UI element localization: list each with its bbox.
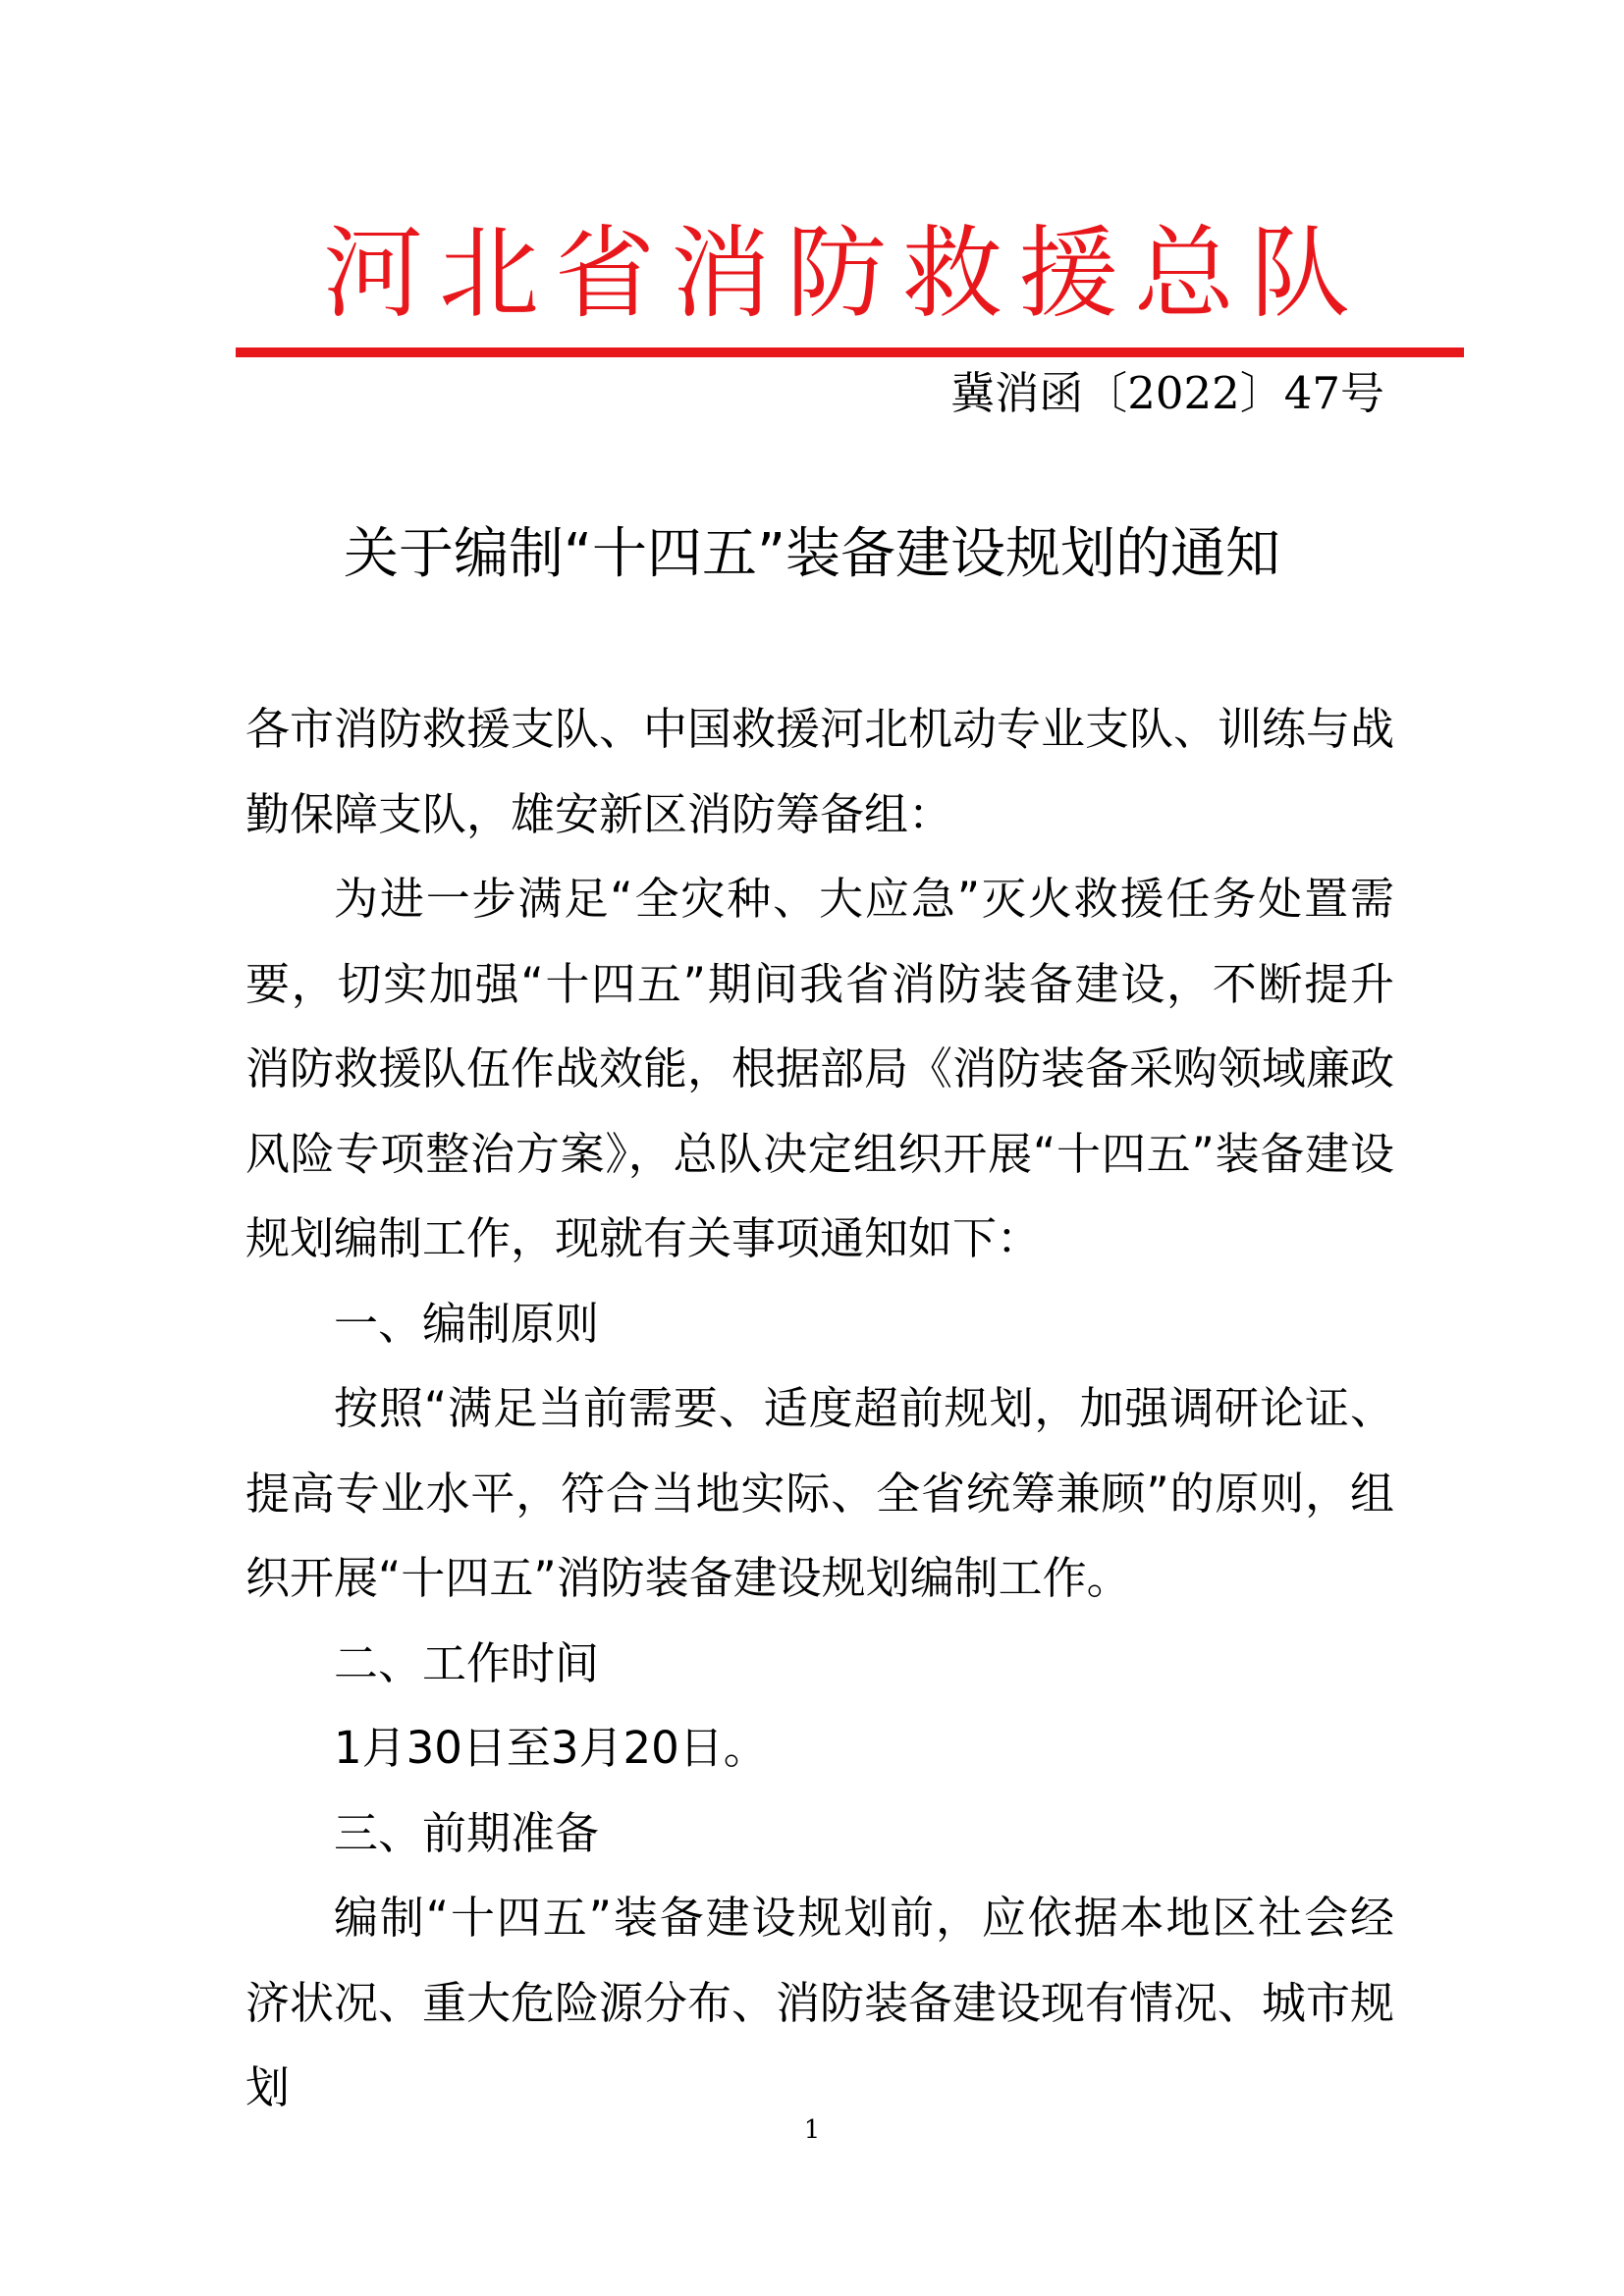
recipients-paragraph: 各市消防救援支队、中国救援河北机动专业支队、训练与战勤保障支队，雄安新区消防筹备组：	[245, 703, 1395, 840]
document-title: 关于编制“十四五”装备建设规划的通知	[343, 522, 1281, 586]
section-text-schedule: 1月30日至3月20日。	[334, 1722, 768, 1774]
page-number: 1	[803, 2115, 821, 2145]
section-heading-principles: 一、编制原则	[334, 1297, 600, 1350]
section-text-principles: 按照“满足当前需要、适度超前规划，加强调研论证、提高专业水平，符合当地实际、全省统筹兼顾”的原则，组织开展“十四五”消防装备建设规划编制工作。	[245, 1382, 1394, 1604]
document-number: 冀消函〔2022〕47号	[950, 367, 1384, 419]
masthead-org-name: 河北省消防救援总队	[323, 216, 1366, 333]
section-text-preparation: 编制“十四五”装备建设规划前，应依据本地区社会经济状况、重大危险源分布、消防装备建设现有情况、城市规划	[245, 1892, 1395, 2113]
document-body	[245, 687, 1394, 2131]
section-heading-schedule: 二、工作时间	[334, 1636, 600, 1689]
intro-paragraph: 为进一步满足“全灾种、大应急”灭火救援任务处置需要，切实加强“十四五”期间我省消防装备建设，不断提升消防救援队伍作战效能，根据部局《消防装备采购领域廉政风险专项整治方案》，总队决定组织开展“十四五”装备建设规划编制工作，现就有关事项通知如下：	[245, 873, 1395, 1264]
masthead-red-rule	[236, 347, 1464, 357]
section-heading-preparation: 三、前期准备	[334, 1806, 600, 1859]
